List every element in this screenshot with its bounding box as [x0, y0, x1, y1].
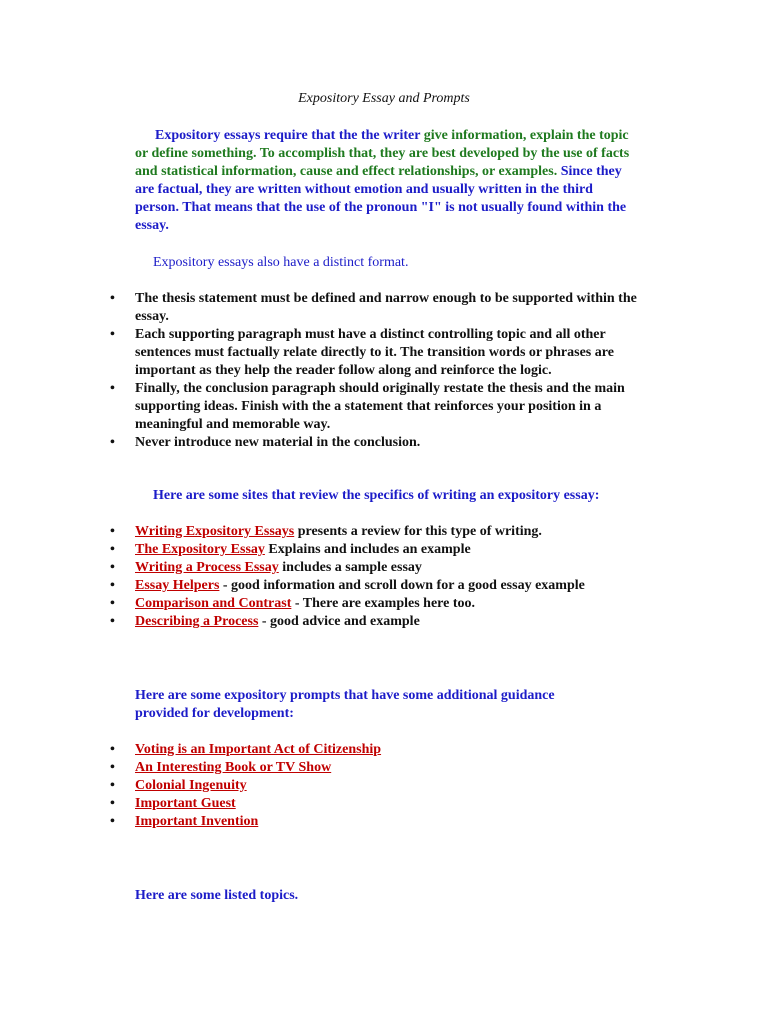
list-item — [110, 434, 640, 452]
site-description: - good information and scroll down for a good essay example — [219, 578, 585, 593]
bullet-icon: • — [110, 560, 115, 575]
list-item-text: The thesis statement must be defined and narrow enough to be supported within the essay. — [135, 291, 637, 324]
prompt-link-interesting-book[interactable]: An Interesting Book or TV Show — [135, 760, 332, 775]
site-description: presents a review for this type of writing. — [294, 524, 542, 539]
prompts-list — [110, 741, 640, 831]
list-item — [110, 741, 640, 759]
bullet-icon: • — [110, 327, 115, 342]
bullet-icon: • — [110, 435, 115, 450]
list-item — [110, 559, 640, 577]
list-item — [110, 326, 640, 380]
list-item — [110, 777, 640, 795]
prompt-link-colonial-ingenuity[interactable]: Colonial Ingenuity — [135, 778, 247, 793]
prompt-link-voting[interactable]: Voting is an Important Act of Citizenship — [135, 742, 382, 757]
site-description: - There are examples here too. — [291, 596, 476, 611]
prompt-link-important-invention[interactable]: Important Invention — [135, 814, 259, 829]
prompt-link-important-guest[interactable]: Important Guest — [135, 796, 236, 811]
list-item-text: Finally, the conclusion paragraph should originally restate the thesis and the main supporting ideas. Finish with the a statement that reinforces your position in a meaningful and memorable way. — [135, 381, 625, 432]
list-item — [110, 795, 640, 813]
bullet-icon: • — [110, 760, 115, 775]
list-item — [110, 523, 640, 541]
bullet-icon: • — [110, 778, 115, 793]
site-link-the-expository-essay[interactable]: The Expository Essay — [135, 542, 265, 557]
bullet-icon: • — [110, 381, 115, 396]
bullet-icon: • — [110, 614, 115, 629]
list-item — [110, 759, 640, 777]
intro-paragraph — [135, 127, 635, 235]
site-link-describing-a-process[interactable]: Describing a Process — [135, 614, 259, 629]
site-link-essay-helpers[interactable]: Essay Helpers — [135, 578, 220, 593]
bullet-icon: • — [110, 542, 115, 557]
site-link-comparison-and-contrast[interactable]: Comparison and Contrast — [135, 596, 292, 611]
list-item — [110, 380, 640, 434]
list-item-text: Never introduce new material in the conclusion. — [135, 435, 421, 450]
bullet-icon: • — [110, 291, 115, 306]
bullet-icon: • — [110, 524, 115, 539]
bullet-icon: • — [110, 742, 115, 757]
sites-list — [110, 523, 640, 631]
list-item — [110, 541, 640, 559]
topics-heading: Here are some listed topics. — [135, 888, 299, 903]
intro-segment-2: give information, explain the topic or define something. To accomplish that, they are best developed by the use of facts and statistical information, cause and effect relationships, or examples. — [135, 128, 630, 179]
site-description: Explains and includes an example — [264, 542, 471, 557]
bullet-icon: • — [110, 578, 115, 593]
list-item-text: Each supporting paragraph must have a distinct controlling topic and all other sentences must factually relate directly to it. The transition words or phrases are important as they help the reader follow along and reinforce the logic. — [135, 327, 614, 378]
list-item — [110, 613, 640, 631]
site-description: - good advice and example — [258, 614, 420, 629]
document-title: Expository Essay and Prompts — [298, 91, 470, 106]
site-link-writing-expository-essays[interactable]: Writing Expository Essays — [135, 524, 295, 539]
site-description: includes a sample essay — [278, 560, 422, 575]
list-item — [110, 290, 640, 326]
list-item — [110, 595, 640, 613]
prompts-heading: Here are some expository prompts that have some additional guidance provided for development: — [135, 688, 555, 721]
intro-segment-3: Since they are factual, they are written without emotion and usually written in the third person. That means that the use of the pronoun "I" is not usually found within the essay. — [135, 164, 627, 233]
list-item — [110, 577, 640, 595]
bullet-icon: • — [110, 796, 115, 811]
format-bullet-list — [110, 290, 640, 452]
bullet-icon: • — [110, 596, 115, 611]
intro-segment-1: Expository essays require that the the writer — [155, 128, 424, 143]
format-heading: Expository essays also have a distinct format. — [153, 255, 409, 270]
list-item — [110, 813, 640, 831]
bullet-icon: • — [110, 814, 115, 829]
sites-heading: Here are some sites that review the specifics of writing an expository essay: — [153, 488, 600, 503]
site-link-writing-a-process-essay[interactable]: Writing a Process Essay — [135, 560, 279, 575]
